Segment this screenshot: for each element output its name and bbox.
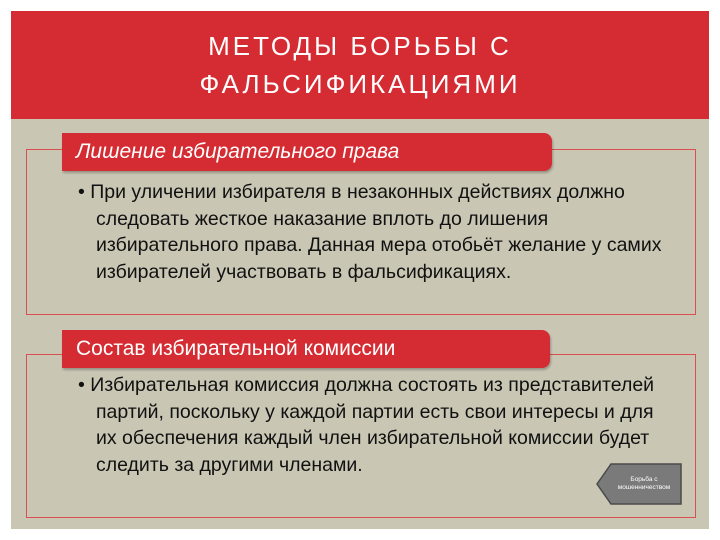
nav-button-label-line-2: мошенничеством: [617, 484, 671, 491]
section-bullet-2: • Избирательная комиссия должна состоять из представителей партий, поскольку у каждой партии есть свои интересы и для их обеспечения каждый член избирательной комиссии будет следить за другими членами.: [78, 374, 655, 476]
section-heading-1: Лишение избирательного права: [62, 133, 552, 171]
title-bar: [11, 11, 709, 119]
section-bullet-1: • При уличении избирателя в незаконных действиях должно следовать жесткое наказание вплоть до лишения избирательного права. Данная мера отобьёт желание у самих избирателей участвовать в фальсификациях.: [78, 181, 662, 283]
slide-title-line-2: ФАЛЬСИФИКАЦИЯМИ: [199, 69, 521, 99]
section-heading-2: Состав избирательной комиссии: [62, 330, 550, 368]
nav-button-label-line-1: Борьба с: [630, 476, 658, 483]
slide-title-line-1: МЕТОДЫ БОРЬБЫ С: [208, 31, 512, 61]
nav-button-label[interactable]: [606, 476, 682, 492]
